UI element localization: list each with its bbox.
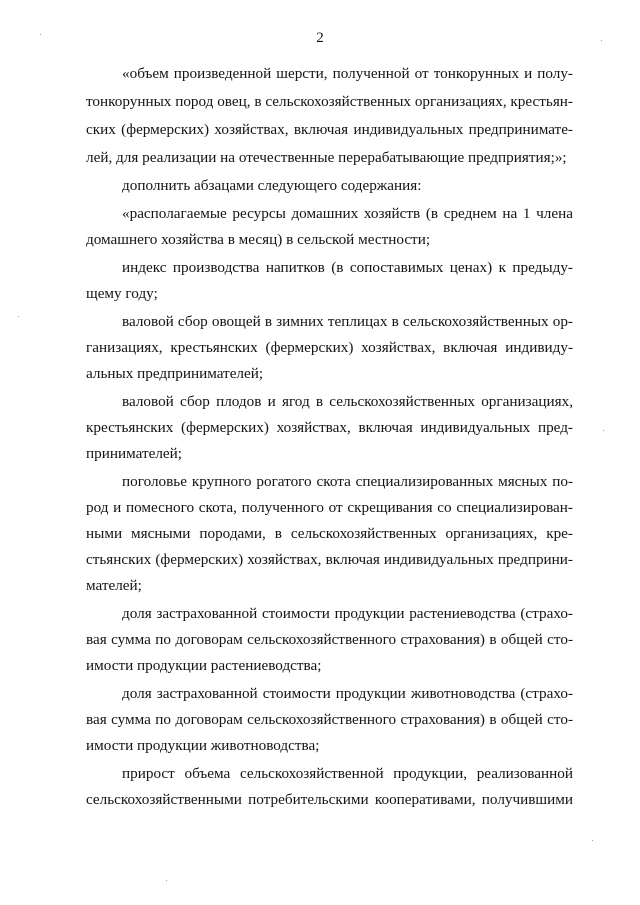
text-line: крестьянских (фермерских) хозяйствах, включая индивидуальных пред- — [86, 419, 573, 436]
text-line: прирост объема сельскохозяйственной продукции, реализованной — [122, 765, 573, 782]
text-line: ными мясными породами, в сельскохозяйственных организациях, кре- — [86, 525, 573, 542]
scan-speck — [166, 880, 167, 881]
text-line: щему году; — [86, 285, 158, 302]
text-line: стьянских (фермерских) хозяйствах, включая индивидуальных предприни- — [86, 551, 573, 568]
text-line: поголовье крупного рогатого скота специализированных мясных по- — [122, 473, 573, 490]
text-line: дополнить абзацами следующего содержания: — [122, 177, 422, 194]
text-line: ганизациях, крестьянских (фермерских) хозяйствах, включая индивиду- — [86, 339, 573, 356]
text-line: «объем произведенной шерсти, полученной от тонкорунных и полу- — [122, 65, 573, 82]
scan-speck — [40, 34, 41, 35]
page-number: 2 — [316, 30, 324, 46]
text-line: «располагаемые ресурсы домашних хозяйств (в среднем на 1 члена — [122, 205, 573, 222]
text-line: лей, для реализации на отечественные перерабатывающие предприятия;»; — [86, 149, 567, 166]
text-line: род и помесного скота, полученного от скрещивания со специализирован- — [86, 499, 573, 516]
text-line: валовой сбор овощей в зимних теплицах в сельскохозяйственных ор- — [122, 313, 573, 330]
text-line: индекс производства напитков (в сопоставимых ценах) к предыду- — [122, 259, 573, 276]
text-line: вая сумма по договорам сельскохозяйственного страхования) в общей сто- — [86, 631, 573, 648]
text-line: принимателей; — [86, 445, 183, 462]
text-line: валовой сбор плодов и ягод в сельскохозяйственных организациях, — [122, 393, 573, 410]
text-line: мателей; — [86, 577, 142, 594]
scan-speck — [601, 40, 602, 41]
text-line: ских (фермерских) хозяйствах, включая индивидуальных предпринимате- — [86, 121, 573, 138]
text-line: тонкорунных пород овец, в сельскохозяйственных организациях, крестьян- — [86, 93, 573, 110]
text-line: имости продукции животноводства; — [86, 737, 320, 754]
text-line: вая сумма по договорам сельскохозяйственного страхования) в общей сто- — [86, 711, 573, 728]
text-line: сельскохозяйственными потребительскими кооперативами, получившими — [86, 791, 573, 808]
text-line: доля застрахованной стоимости продукции растениеводства (страхо- — [122, 605, 573, 622]
text-line: альных предпринимателей; — [86, 365, 264, 382]
scan-speck — [603, 430, 604, 431]
text-line: домашнего хозяйства в месяц) в сельской местности; — [86, 231, 431, 248]
text-line: имости продукции растениеводства; — [86, 657, 322, 674]
text-line: доля застрахованной стоимости продукции животноводства (страхо- — [122, 685, 573, 702]
scan-speck — [18, 316, 19, 317]
scan-speck — [592, 840, 593, 841]
